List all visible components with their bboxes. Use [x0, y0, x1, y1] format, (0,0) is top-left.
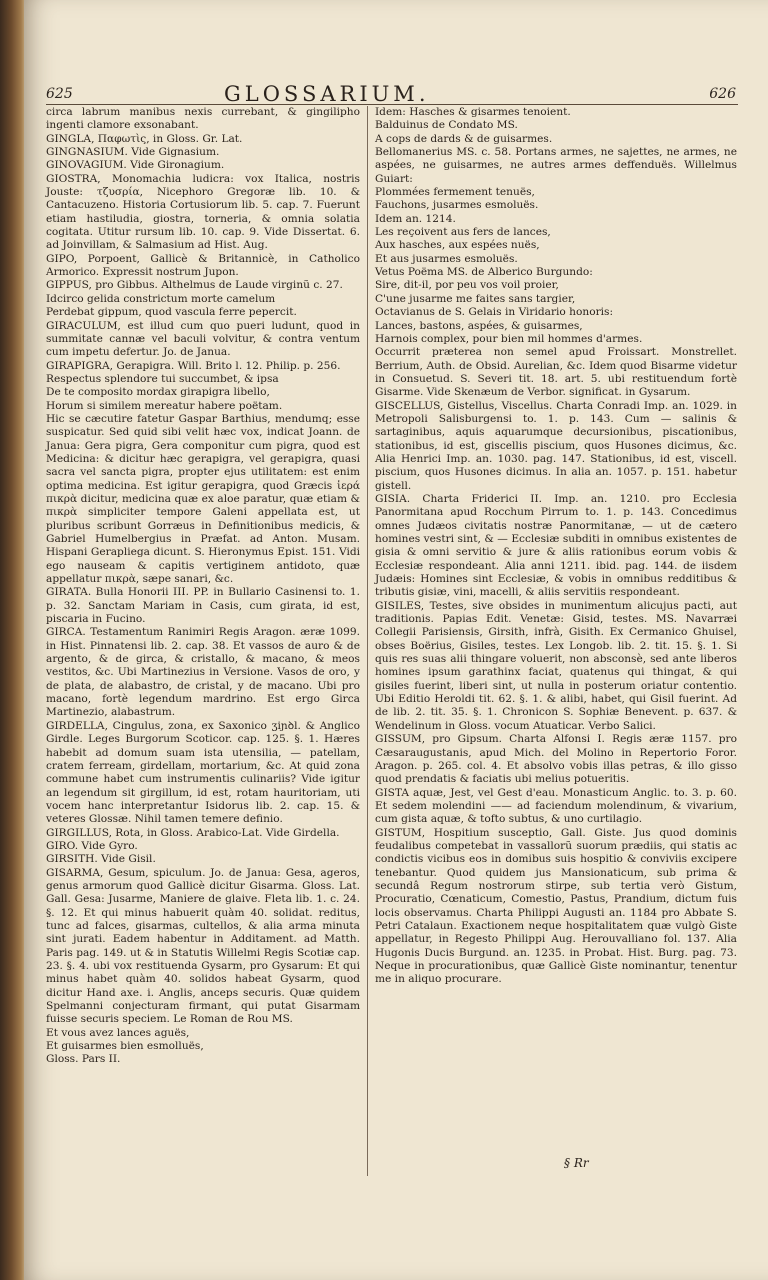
text-line: Plommées fermement tenuës,	[375, 186, 535, 199]
text-line: GISSUM, pro Gipsum. Charta Alfonsi I. Regis æræ 1157. pro Cæsaraugustanis, apud Mich. del Molino in Repertorio Foror. Aragon. p. 265. col. 4. Et absolvo vobis illas petras, & illo gisso quod prendatis & faciatis ubi melius potueritis.	[375, 733, 737, 786]
text-line: GIRCA. Testamentum Ranimiri Regis Aragon. æræ 1099. in Hist. Pinnatensi lib. 2. cap. 38. Et vassos de auro & de argento, & de girca, & cristallo, & macano, & meos vestitos, &c. Ubi Martinezius in Versione. Vasos de oro, y de plata, de alabastro, de cristal, y de macano. Ubi pro macano, fortè legendum mardrino. Est ergo Girca Martinezio, alabastrum.	[46, 626, 360, 719]
left-column	[46, 106, 360, 1067]
text-line: circa labrum manibus nexis currebant, & gingilipho ingenti clamore exsonabant.	[46, 106, 360, 132]
text-line: GIRATA. Bulla Honorii III. PP. in Bullario Casinensi to. 1. p. 32. Sanctam Mariam in Casis, cum girata, id est, piscaria in Fucino.	[46, 586, 360, 626]
text-line: Et guisarmes bien esmolluës,	[46, 1040, 204, 1053]
text-line: Harnois complex, pour bien mil hommes d'armes.	[375, 332, 643, 345]
text-line: Idem an. 1214.	[375, 212, 456, 225]
text-line: Et aus jusarmes esmoluës.	[375, 252, 518, 265]
text-line: Idcirco gelida constrictum morte camelum	[46, 292, 276, 305]
text-line: GIPO, Porpoent, Gallicè & Britannicè, in Catholico Armorico. Expressit nostrum Jupon.	[46, 252, 360, 279]
text-line: GISARMA, Gesum, spiculum. Jo. de Janua: Gesa, ageros, genus armorum quod Gallicè dicitur Gisarma. Gloss. Lat. Gall. Gesa: Jusarme, Maniere de glaive. Fleta lib. 1. c. 24. §. 12. Et qui minus habuerit quàm 40. solidat. reditus, tunc ad falces, gisarmas, cultellos, & alia arma minuta sint jurati. Eadem habentur in Additament. ad Matth. Paris pag. 149. ut & in Statutis Willelmi Regis Scotiæ cap. 23. §. 4. ubi vox restituenda Gysarm, pro Gysarum: Et qui minus habet quàm 40. solidos habeat Gysarm, quod dicitur Hand axe. i. Anglis, anceps securis. Quæ quidem Spelmanni conjecturam firmant, qui putat Gisarmam fuisse securis speciem. Le Roman de Rou MS.	[46, 866, 360, 1026]
text-line: Balduinus de Condato MS.	[375, 119, 518, 132]
text-line: GINOVAGIUM. Vide Gironagium.	[46, 159, 225, 172]
catchwords: § Rr	[564, 1156, 589, 1170]
page-number-right: 626	[709, 86, 736, 102]
text-line: Aux hasches, aux espées nuës,	[375, 239, 540, 252]
page-number-left: 625	[46, 86, 73, 102]
column-divider	[367, 106, 368, 1176]
text-line: Octavianus de S. Gelais in Viridario honoris:	[375, 306, 614, 319]
text-line: Sire, dit-il, por peu vos voil proier,	[375, 279, 559, 292]
text-line: GINGNASIUM. Vide Gignasium.	[46, 146, 220, 159]
text-line: Lances, bastons, aspées, & guisarmes,	[375, 319, 583, 332]
text-line: Idem: Hasches & gisarmes tenoient.	[375, 106, 571, 118]
text-line: GISTUM, Hospitium susceptio, Gall. Giste. Jus quod dominis feudalibus competebat in vassallorũ suorum prædiis, qui statis ac condictis vicibus eos in domibus suis hospitio & conviviis excipere tenebantur. Quod quidem jus Mansionaticum, sub prima & secundâ Regum nostrorum stirpe, sub tertia verò Gistum, Procuratio, Cœnaticum, Comestio, Pastus, Prandium, dictum fuis locis observamus. Charta Philippi Augusti an. 1184 pro Abbate S. Petri Catalaun. Exactionem neque hospitalitatem quæ vulgò Giste appellatur, in Regesto Philippi Aug. Herouvalliano fol. 137. Alia Hugonis Ducis Burgund. an. 1235. in Probat. Hist. Burg. pag. 73. Neque in procurationibus, quæ Gallicè Giste nominantur, tenentur me in aliquo procurare.	[375, 826, 737, 986]
text-line: Gloss. Pars II.	[46, 1053, 121, 1066]
text-line: Hic se cæcutire fatetur Gaspar Barthius, mendumq; esse suspicatur. Sed quid sibi velit hæc vox, indicat Joann. de Janua: Gera pigra, Gera componitur cum pigra, quod est Medicina: & dicitur hæc gerapigra, vel gerapigra, quasi sacra vel sancta pigra, propter ejus utilitatem: est enim optima medicina. Est igitur gerapigra, quod Græcis ἱερά πικρὰ dicitur, medicina quæ ex aloe paratur, quæ etiam & πικρὰ simpliciter tempore Galeni appellata est, ut pluribus scribunt Gorræus in Definitionibus medicis, & Gabriel Humelbergius in Præfat. ad Anton. Musam. Hispani Gerapliega dicunt. S. Hieronymus Epist. 151. Vidi ego nauseam & capitis vertiginem antidoto, quæ appellatur πικρὰ, sæpe sanari, &c.	[46, 412, 360, 586]
text-line: GIRDELLA, Cingulus, zona, ex Saxonico ʒiɲꝺl. & Anglico Girdle. Leges Burgorum Scoticor. cap. 125. §. 1. Hæres habebit ad domum suam ista utensilia, — patellam, cratem ferream, girdellam, mortarium, &c. At quid zona commune habet cum instrumentis culinariis? Vide igitur an legendum sit girgillum, id est, rotam hauritoriam, uti vocem hanc interpretantur Isidorus lib. 2. cap. 15. & veteres Glossæ. Nihil tamen temere definio.	[46, 719, 360, 826]
text-line: GIOSTRA, Monomachia ludicra: vox Italica, nostris Jouste: τζυσρία, Nicephoro Gregoræ lib. 10. & Cantacuzeno. Historia Cortusiorum lib. 5. cap. 7. Fuerunt etiam hastiludia, giostra, torneria, & omnia solatia cogitata. Utitur rursum lib. 10. cap. 9. Vide Dissertat. 6. ad Joinvillam, & Salmasium ad Hist. Aug.	[46, 172, 360, 252]
text-line: GISCELLUS, Gistellus, Viscellus. Charta Conradi Imp. an. 1029. in Metropoli Salisburgensi to. 1. p. 143. Cum — salinis & sartaginibus, aquis aquarumque decursionibus, piscationibus, stationibus, id est, giscellis piscium, quos Husones dicimus, &c. Alia Henrici Imp. an. 1030. pag. 147. Stationibus, id est, viscell. piscium, quos Husones dicimus. In alia an. 1057. p. 151. habetur gistell.	[375, 399, 737, 492]
text-line: Horum si similem mereatur habere poëtam.	[46, 399, 283, 412]
text-line: GIRGILLUS, Rota, in Gloss. Arabico-Lat. Vide Girdella.	[46, 826, 340, 839]
text-line: Vetus Poëma MS. de Alberico Burgundo:	[375, 266, 593, 279]
text-line: Les reçoivent aus fers de lances,	[375, 226, 551, 239]
text-line: Perdebat gippum, quod vascula ferre pepercit.	[46, 306, 297, 319]
text-line: Bellomanerius MS. c. 58. Portans armes, ne sajettes, ne armes, ne aspées, ne guisarmes, ne autres armes deffenduës. Willelmus Guiart:	[375, 146, 737, 185]
text-line: Respectus splendore tui succumbet, & ipsa	[46, 372, 279, 385]
text-line: A cops de dards & de guisarmes.	[375, 132, 553, 145]
text-line: Fauchons, jusarmes esmoluës.	[375, 199, 539, 212]
text-line: GISIA. Charta Friderici II. Imp. an. 1210. pro Ecclesia Panormitana apud Rocchum Pirrum to. 1. p. 143. Concedimus omnes Judæos civitatis nostræ Panormitanæ, — ut de cætero homines vestri sint, & — Ecclesiæ subditi in omnibus existentes de gisia & omni servitio & jure & aliis rationibus eorum vobis & Ecclesiæ respondeant. Alia anni 1211. ibid. pag. 144. de iisdem Judæis: Homines sint Ecclesiæ, & vobis in omnibus redditibus & tributis gisiæ, vini, macelli, & aliis servitiis respondeant.	[375, 492, 737, 599]
book-page	[24, 0, 768, 1280]
text-line: GIRO. Vide Gyro.	[46, 839, 138, 852]
text-line: C'une jusarme me faites sans targier,	[375, 292, 576, 305]
text-line: De te composito mordax girapigra libello,	[46, 386, 270, 399]
text-line: GIPPUS, pro Gibbus. Althelmus de Laude virginũ c. 27.	[46, 279, 343, 292]
text-line: GISILES, Testes, sive obsides in munimentum alicujus pacti, aut traditionis. Papias Edit. Venetæ: Gisid, testes. MS. Navarræi Collegii Parisiensis, Girsith, infrà, Gisith. Ex Cermanico Ghuisel, obses Boërius, Gisiles, testes. Lex Longob. lib. 2. tit. 15. §. 1. Si quis res suas alii thingare voluerit, non absconsè, sed ante liberos homines ipsum garathinx faciat, quatenus qui thingat, & qui gisiles fuerint, liberi sint, ut nulla in posterum oriatur contentio. Ubi Editio Heroldi tit. 62. §. 1. & alibi, habet, qui Gisil fuerint. Ad de lib. 2. tit. 35. §. 1. Chronicon S. Sophiæ Benevent. p. 637. & Wendelinum in Gloss. vocum Atuaticar. Verbo Salici.	[375, 599, 737, 732]
text-line: GIRSITH. Vide Gisil.	[46, 853, 156, 866]
header-rule	[46, 104, 738, 105]
text-line: GISTA aquæ, Jest, vel Gest d'eau. Monasticum Anglic. to. 3. p. 60. Et sedem molendini —— ad faciendum molendinum, & vivarium, cum gista aquæ, & tofto subtus, & uno curtilagio.	[375, 786, 737, 826]
text-line: GIRAPIGRA, Gerapigra. Will. Brito l. 12. Philip. p. 256.	[46, 359, 341, 372]
page-title: GLOSSARIUM.	[224, 82, 430, 106]
text-line: GIRACULUM, est illud cum quo pueri ludunt, quod in summitate cannæ vel baculi volvitur, & contra ventum cum impetu defertur. Jo. de Janua.	[46, 319, 360, 359]
text-line: Et vous avez lances aguës,	[46, 1026, 190, 1039]
text-line: GINGLA, Παφωτὶς, in Gloss. Gr. Lat.	[46, 132, 243, 145]
right-column	[375, 106, 737, 987]
text-line: Occurrit præterea non semel apud Froissart. Monstrellet. Berrium, Auth. de Obsid. Aurelian, &c. Idem quod Bisarme videtur in Consuetud. S. Severi tit. 18. art. 5. ubi restituendum fortè Gisarme. Vide Skenæum de Verbor. significat. in Gysarum.	[375, 346, 737, 399]
